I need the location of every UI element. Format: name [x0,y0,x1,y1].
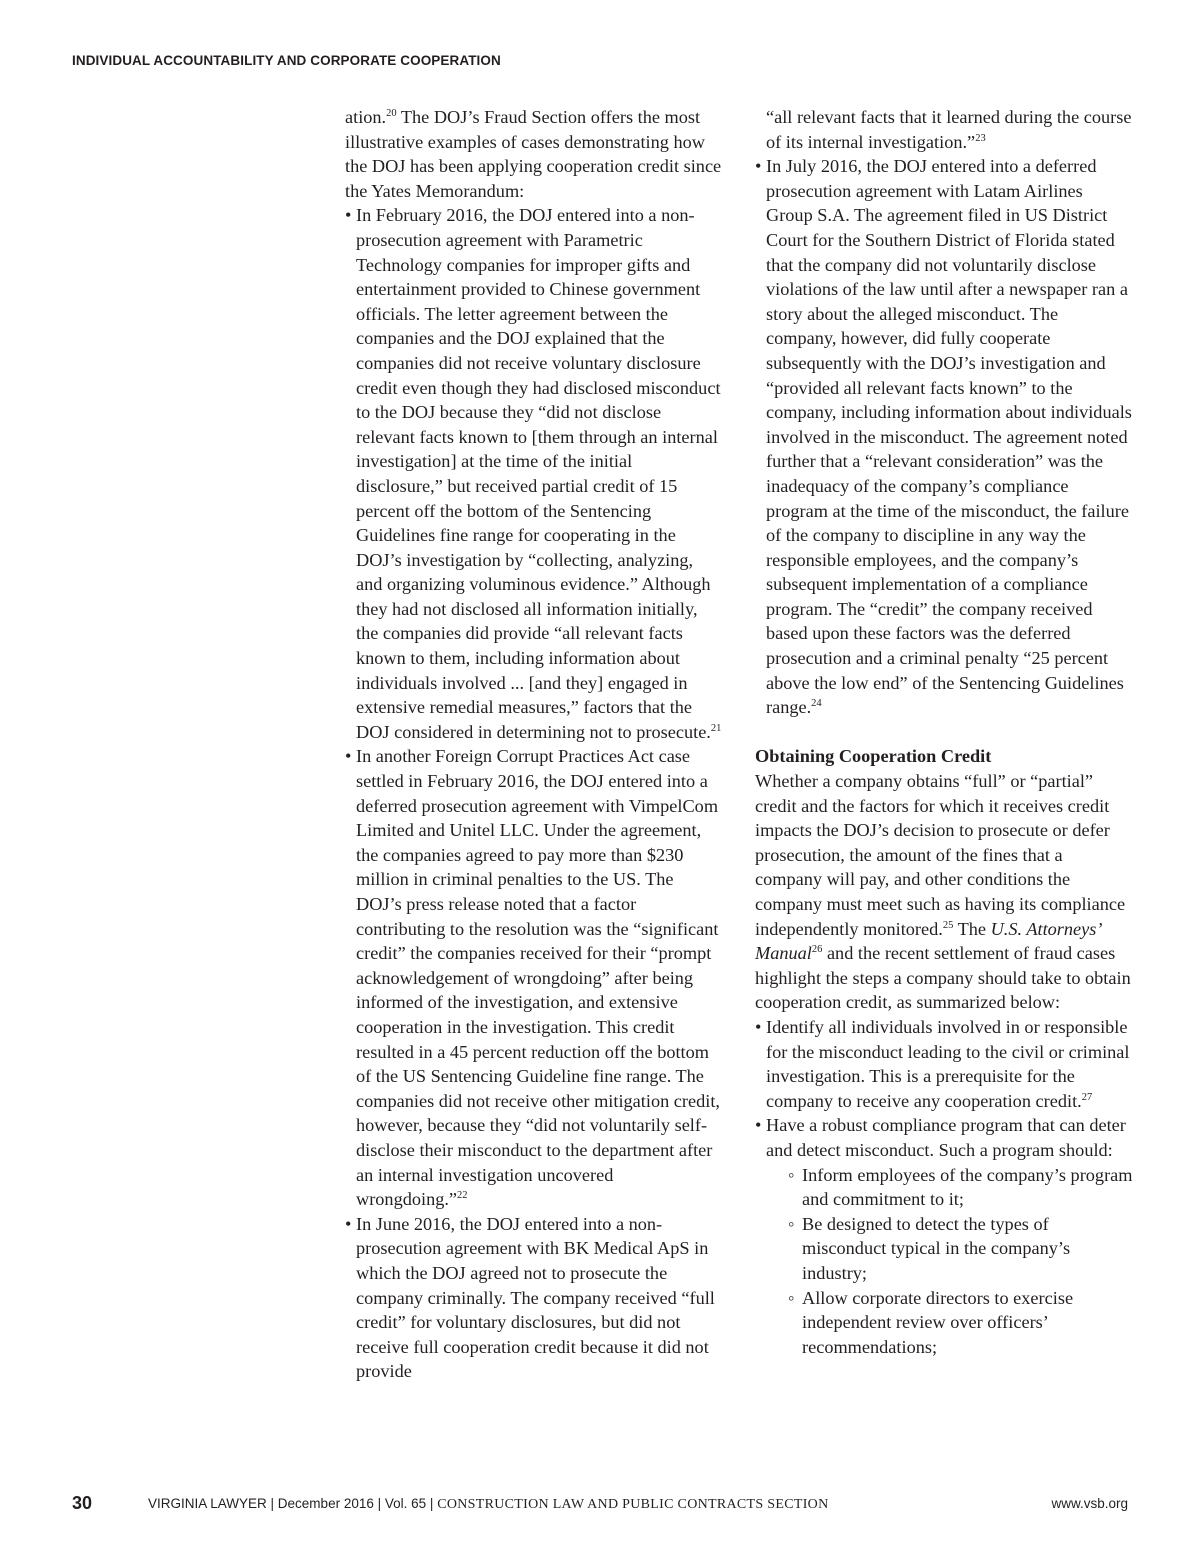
footer-section: CONSTRUCTION LAW AND PUBLIC CONTRACTS SECTION [437,1497,829,1512]
list-item-bk-medical: • In June 2016, the DOJ entered into a non-prosecution agreement with BK Medical ApS in which the DOJ agreed not to prosecute the company criminally. The company received “full credit” for voluntary disclosures, but did not receive full cooperation credit because it did not provide [345,1212,723,1384]
intro-paragraph: ation.$^{20}$ The DOJ’s Fraud Section offers the most illustrative examples of cases demonstrating how the DOJ has been applying cooperation credit since the Yates Memorandum: [345,107,722,201]
footnote-ref: 21 [710,722,722,734]
footnote-ref: 27 [1081,1091,1093,1103]
footnote-ref: 23 [975,132,986,144]
sub-list-item: ◦ Be designed to detect the types of misconduct typical in the company’s industry; [755,1212,1133,1286]
running-head: INDIVIDUAL ACCOUNTABILITY AND CORPORATE COOPERATION [72,53,501,68]
footnote-ref: 22 [457,1190,468,1202]
list-item-vimpelcom: • In another Foreign Corrupt Practices Act case settled in February 2016, the DOJ entered into a deferred prosecution agreement with VimpelCom Limited and Unitel LLC. Under the agreement, the companies agreed to pay more than $230 million in criminal penalties to the US. The DOJ’s press release noted that a factor contributing to the resolution was the “significant credit” the companies received for their “prompt acknowledgement of wrongdoing” after being informed of the investigation, and extensive cooperation in the investigation. This credit resulted in a 45 percent reduction off the bottom of the US Sentencing Guideline fine range. The companies did not receive other mitigation credit, however, because they “did not voluntarily self-disclose their misconduct to the department after an internal investigation uncovered wrongdoing.”$^{22}$ [345,744,723,1211]
list-item-compliance-program: • Have a robust compliance program that can deter and detect misconduct. Such a program should: [755,1113,1133,1162]
sub-list-item: ◦ Allow corporate directors to exercise independent review over officers’ recommendations; [755,1286,1133,1360]
page-footer [0,1493,1200,1519]
list-item-parametric: • In February 2016, the DOJ entered into a non-prosecution agreement with Parametric Technology companies for improper gifts and entertainment provided to Chinese government officials. The letter agreement between the companies and the DOJ explained that the companies did not receive voluntary disclosure credit even though they had disclosed misconduct to the DOJ because they “did not disclose relevant facts known to [them through an internal investigation] at the time of the initial disclosure,” but received partial credit of 15 percent off the bottom of the Sentencing Guidelines fine range for cooperating in the DOJ’s investigation by “collecting, analyzing, and organizing voluminous evidence.” Although they had not disclosed all information initially, the companies did provide “all relevant facts known to them, including information about individuals involved ... [and they] engaged in extensive remedial measures,” factors that the DOJ considered in determining not to prosecute.$^{21}$ [345,203,723,744]
manual-title: U.S. Attorneys’ Manual [755,918,1101,964]
footer-url: www.vsb.org [1051,1496,1128,1511]
list-item-latam: • In July 2016, the DOJ entered into a deferred prosecution agreement with Latam Airlines Group S.A. The agreement filed in US District Court for the Southern District of Florida stated that the company did not voluntarily disclose violations of the law until after a newspaper ran a story about the alleged misconduct. The company, however, did fully cooperate subsequently with the DOJ’s investigation and “provided all relevant facts known” to the company, including information about individuals involved in the misconduct. The agreement noted further that a “relevant consideration” was the inadequacy of the company’s compliance program at the time of the misconduct, the failure of the company to discipline in any way the responsible employees, and the company’s subsequent implementation of a compliance program. The “credit” the company received based upon these factors was the deferred prosecution and a criminal penalty “25 percent above the low end” of the Sentencing Guidelines range.$^{24}$ [755,154,1133,720]
body-paragraph: Whether a company obtains “full” or “partial” credit and the factors for which it receives credit impacts the DOJ’s decision to prosecute or defer prosecution, the amount of the fines that a company will pay, and other conditions the company must meet such as having its compliance independently monitored.$^{25}$ The U.S. Attorneys’ Manual$^{26}$ and the recent settlement of fraud cases highlight the steps a company should take to obtain cooperation credit, as summarized below: [755,771,1131,1013]
page-number: 30 [72,1493,93,1513]
right-column [755,105,1133,1359]
list-item-bk-medical-continued: “all relevant facts that it learned during the course of its internal investigation.”$^{23}$ [766,107,1132,152]
footnote-ref: 24 [811,698,822,710]
footnote-ref: 25 [942,919,954,931]
sub-list-item: ◦ Inform employees of the company’s program and commitment to it; [755,1163,1133,1212]
footer-publication: VIRGINIA LAWYER | December 2016 | Vol. 65 | CONSTRUCTION LAW AND PUBLIC CONTRACTS SECTION [148,1496,829,1512]
footnote-ref: 20 [386,108,397,119]
section-heading: Obtaining Cooperation Credit [755,746,992,767]
list-item-identify-individuals: • Identify all individuals involved in or responsible for the misconduct leading to the civil or criminal investigation. This is a prerequisite for the company to receive any cooperation credit.$^{27}$ [755,1015,1133,1113]
footnote-ref: 26 [811,944,823,956]
left-column [345,105,723,1384]
